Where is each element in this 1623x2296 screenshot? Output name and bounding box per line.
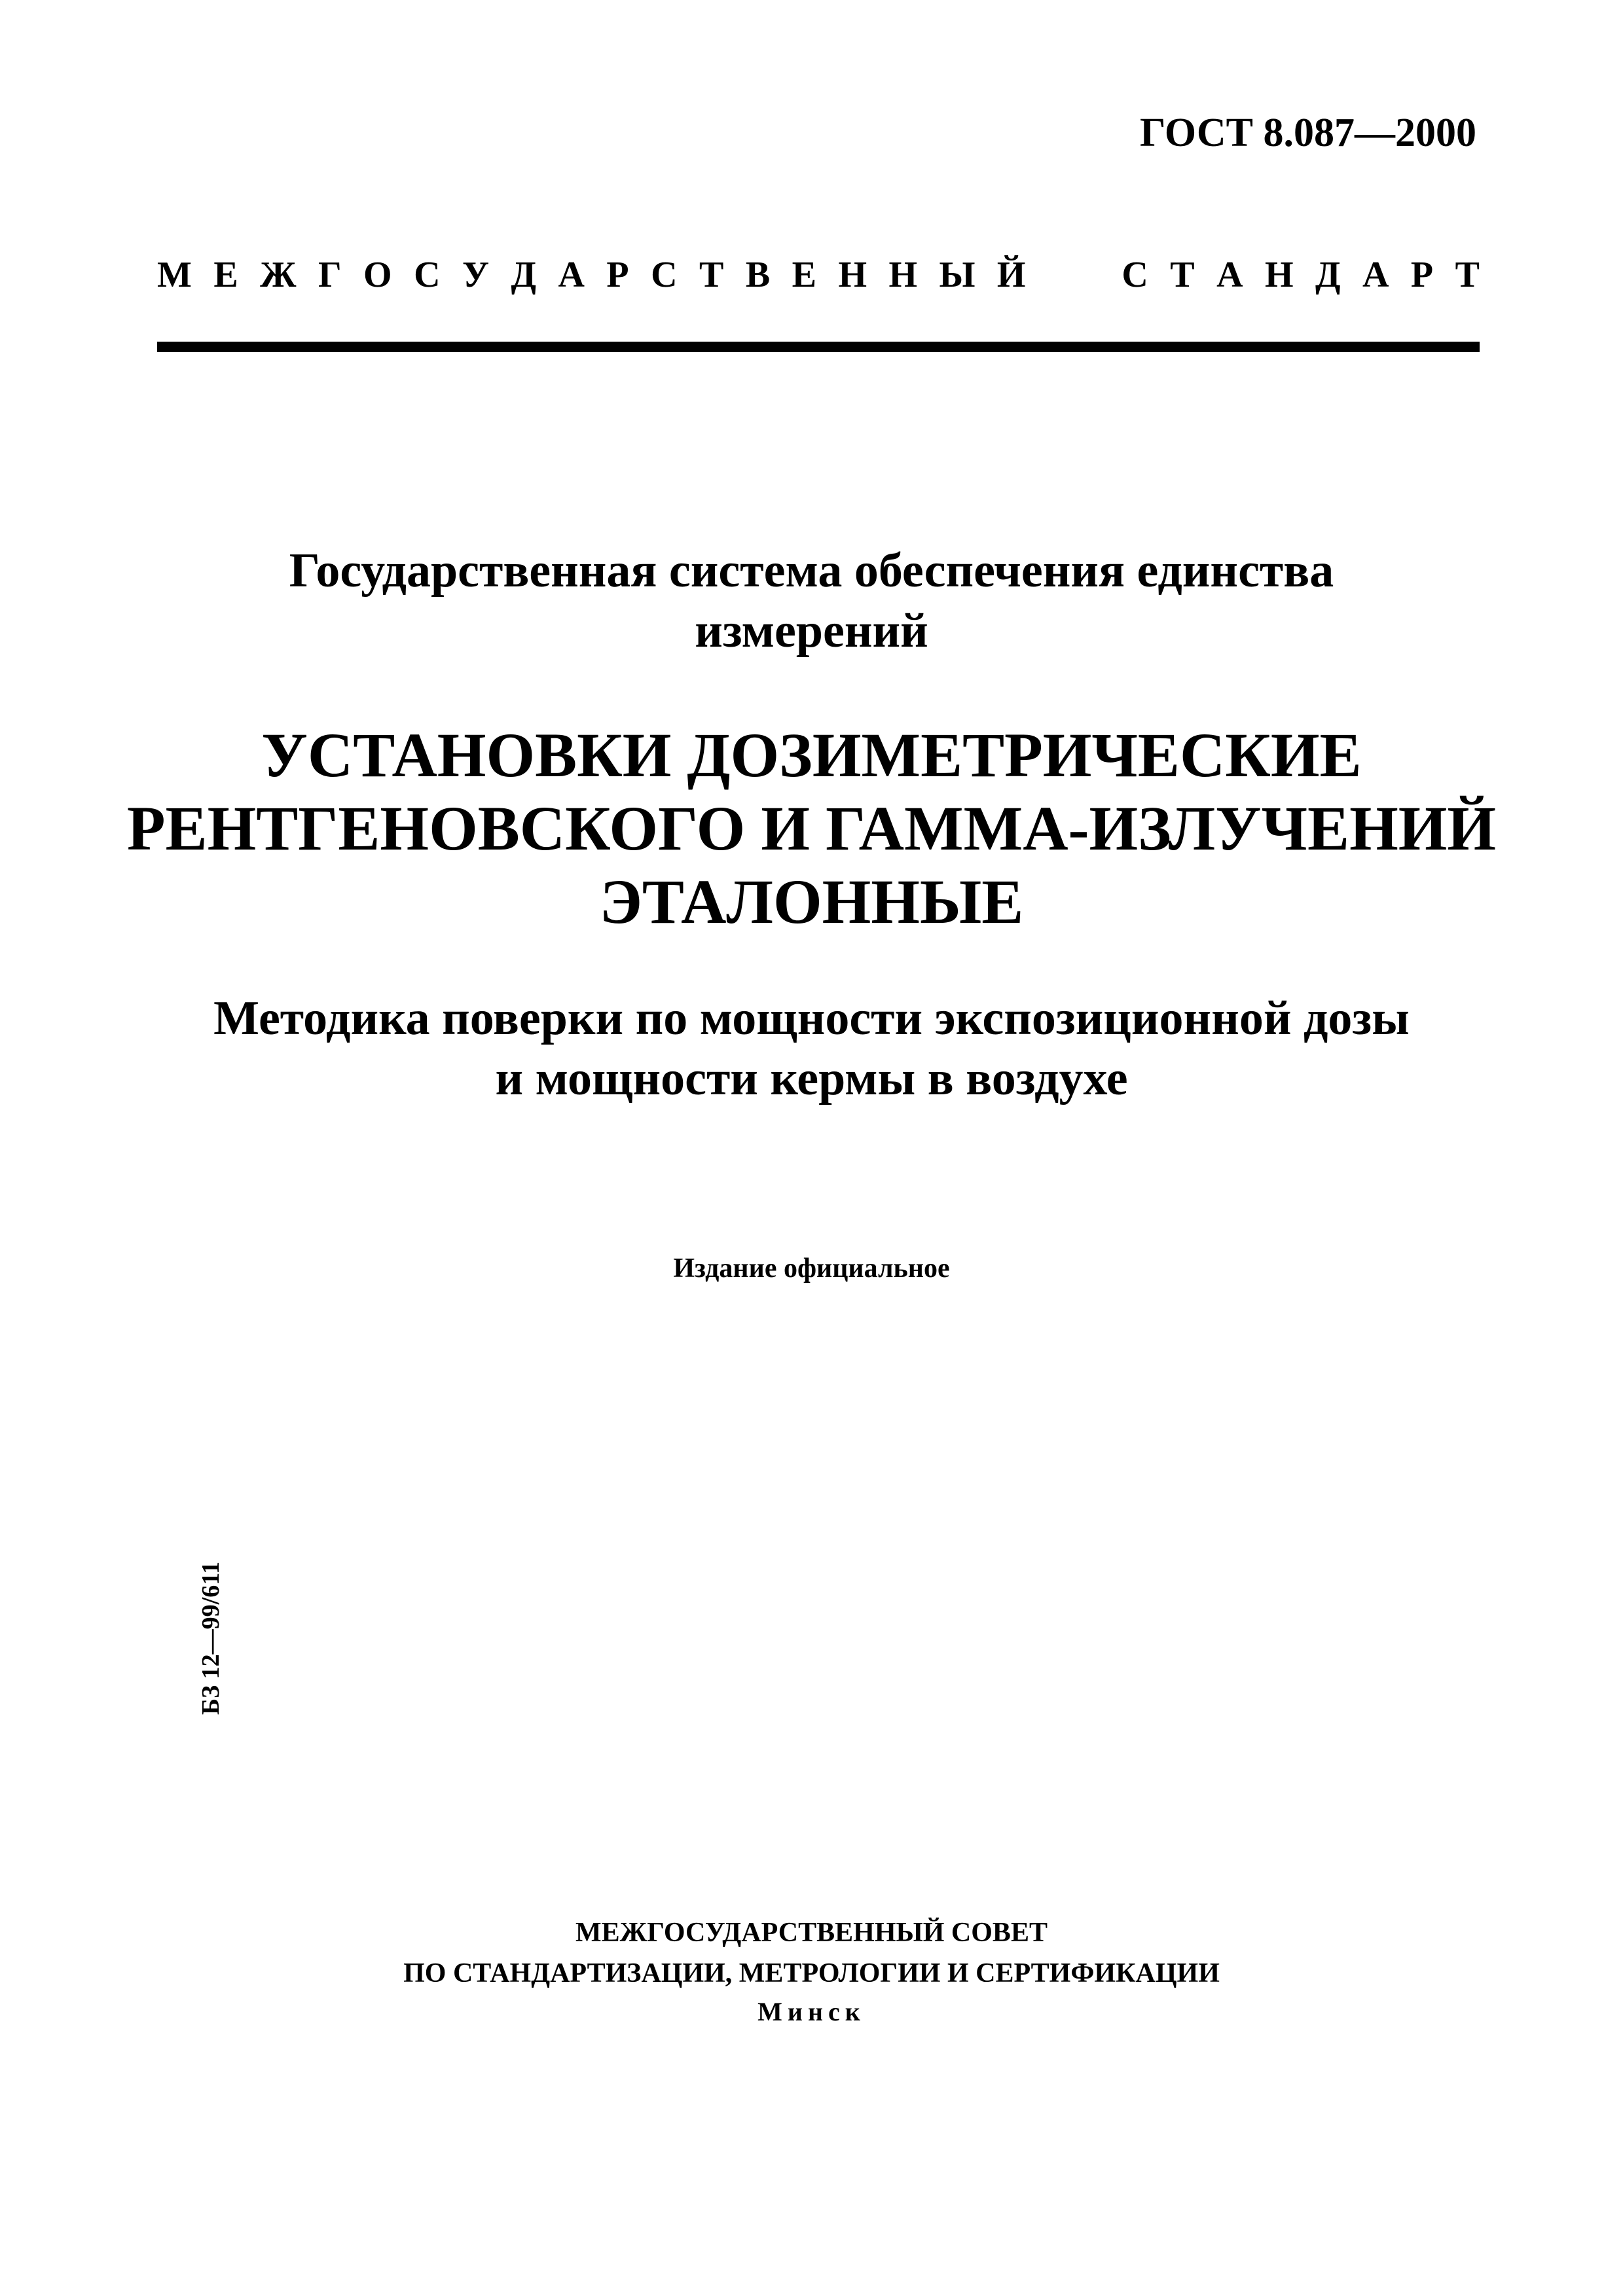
- heading-letter: С: [651, 255, 678, 295]
- series-title-line-2: измерений: [695, 604, 928, 658]
- publisher-line-2: ПО СТАНДАРТИЗАЦИИ, МЕТРОЛОГИИ И СЕРТИФИКАЦИИ: [403, 1958, 1220, 1988]
- heading-letter: С: [414, 255, 441, 295]
- publisher: [0, 1912, 1623, 1994]
- heading-letter: Г: [318, 255, 342, 295]
- main-title-line-1: УСТАНОВКИ ДОЗИМЕТРИЧЕСКИЕ: [261, 720, 1362, 790]
- heading-letter: А: [1362, 255, 1389, 295]
- standard-number: ГОСТ 8.087—2000: [1139, 111, 1476, 155]
- heading-letter: М: [157, 255, 192, 295]
- heading-letter: Д: [1315, 255, 1341, 295]
- heading-letter: Й: [996, 255, 1026, 295]
- subtitle: [0, 988, 1623, 1109]
- standard-type-heading: [157, 254, 1480, 296]
- heading-letter: А: [1216, 255, 1243, 295]
- heading-letter: Е: [792, 255, 816, 295]
- side-registration-code: БЗ 12—99/611: [197, 1561, 225, 1715]
- series-title: [0, 541, 1623, 661]
- series-title-line-1: Государственная система обеспечения единства: [289, 544, 1334, 598]
- edition-note: Издание официальное: [673, 1253, 950, 1283]
- heading-letter: Ы: [939, 255, 976, 295]
- main-title-line-3: ЭТАЛОННЫЕ: [599, 867, 1024, 937]
- heading-letter: У: [462, 255, 490, 295]
- heading-letter: Т: [1455, 255, 1480, 295]
- header-rule: [157, 342, 1480, 352]
- heading-letter: Е: [213, 255, 238, 295]
- heading-letter: Н: [838, 255, 867, 295]
- heading-letter: Н: [1265, 255, 1294, 295]
- heading-letter: В: [745, 255, 771, 295]
- heading-letter: Ж: [260, 255, 297, 295]
- heading-letter: Т: [1170, 255, 1195, 295]
- subtitle-line-2: и мощности кермы в воздухе: [495, 1052, 1128, 1105]
- heading-letter: Т: [699, 255, 724, 295]
- heading-letter: С: [1122, 255, 1148, 295]
- heading-letter: Р: [606, 255, 629, 295]
- heading-letter: О: [363, 255, 392, 295]
- publisher-city: Минск: [757, 1997, 866, 2026]
- heading-letter: Р: [1410, 255, 1434, 295]
- main-title: [0, 719, 1623, 939]
- main-title-line-2: РЕНТГЕНОВСКОГО И ГАММА-ИЗЛУЧЕНИЙ: [126, 793, 1497, 863]
- heading-letter: А: [558, 255, 585, 295]
- subtitle-line-1: Методика поверки по мощности экспозиционной дозы: [213, 992, 1410, 1045]
- word-gap: [1048, 254, 1100, 296]
- heading-letter: Д: [511, 255, 537, 295]
- heading-letter: Н: [888, 255, 918, 295]
- publisher-line-1: МЕЖГОСУДАРСТВЕННЫЙ СОВЕТ: [575, 1918, 1048, 1948]
